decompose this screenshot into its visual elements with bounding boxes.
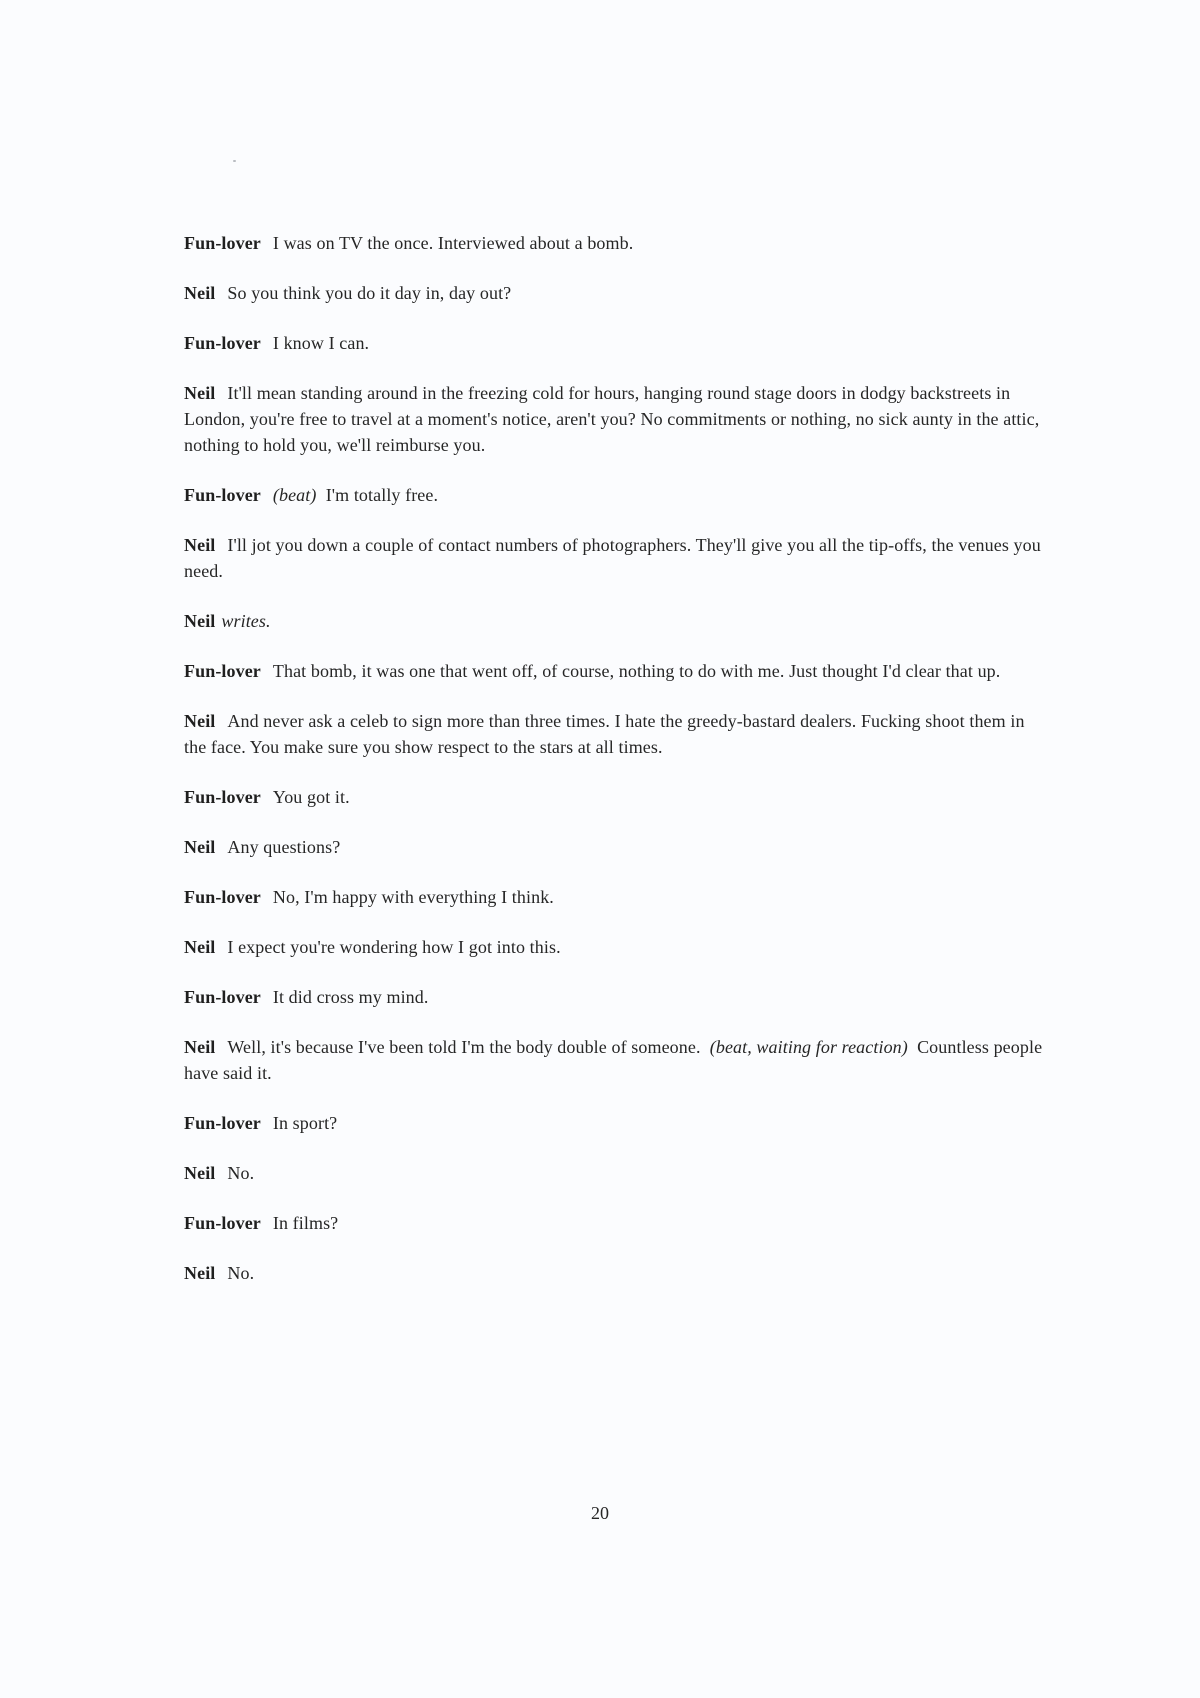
dialogue-line — [184, 834, 1044, 860]
dialogue-text: I was on TV the once. Interviewed about a bomb. — [272, 233, 634, 253]
dialogue-line — [184, 1210, 1044, 1236]
dialogue-line — [184, 482, 1044, 508]
dialogue-line — [184, 1110, 1044, 1136]
speaker-name: Fun-lover — [184, 1213, 261, 1233]
stage-direction: (beat) — [272, 485, 317, 505]
dialogue-text: I'm totally free. — [325, 485, 439, 505]
speaker-name: Neil — [184, 837, 216, 857]
dialogue-line — [184, 1034, 1044, 1086]
script-body — [184, 230, 1044, 1310]
dialogue-text: I expect you're wondering how I got into this. — [227, 937, 561, 957]
dialogue-text: So you think you do it day in, day out? — [227, 283, 512, 303]
speaker-name: Neil — [184, 937, 216, 957]
speaker-name: Neil — [184, 1263, 216, 1283]
dialogue-line — [184, 658, 1044, 684]
dialogue-text: I'll jot you down a couple of contact numbers of photographers. They'll give you all the tip-offs, the venues you need. — [184, 535, 1041, 581]
stage-direction: writes. — [221, 611, 271, 631]
dialogue-line — [184, 532, 1044, 584]
dialogue-text: In sport? — [272, 1113, 338, 1133]
speaker-name: Neil — [184, 1037, 216, 1057]
dialogue-text: I know I can. — [272, 333, 370, 353]
speaker-name: Neil — [184, 535, 216, 555]
dialogue-line — [184, 984, 1044, 1010]
dialogue-text: No. — [227, 1163, 255, 1183]
dialogue-text: In films? — [272, 1213, 339, 1233]
speaker-name: Fun-lover — [184, 661, 261, 681]
dialogue-line — [184, 934, 1044, 960]
dialogue-text: You got it. — [272, 787, 350, 807]
speaker-name: Neil — [184, 711, 216, 731]
paper-speck — [233, 160, 236, 162]
dialogue-line — [184, 708, 1044, 760]
page-number: 20 — [591, 1503, 609, 1523]
speaker-name: Fun-lover — [184, 333, 261, 353]
dialogue-line — [184, 380, 1044, 458]
dialogue-text: Well, it's because I've been told I'm the body double of someone. — [227, 1037, 701, 1057]
speaker-name: Neil — [184, 1163, 216, 1183]
dialogue-line — [184, 1260, 1044, 1286]
dialogue-line — [184, 230, 1044, 256]
speaker-name: Fun-lover — [184, 887, 261, 907]
speaker-name: Fun-lover — [184, 485, 261, 505]
stage-direction: (beat, waiting for reaction) — [709, 1037, 908, 1057]
dialogue-line — [184, 1160, 1044, 1186]
speaker-name: Fun-lover — [184, 233, 261, 253]
dialogue-text: No, I'm happy with everything I think. — [272, 887, 554, 907]
dialogue-text-continued: Countless people have said it. — [184, 1037, 1043, 1083]
dialogue-text: No. — [227, 1263, 255, 1283]
speaker-name: Neil — [184, 283, 216, 303]
dialogue-line — [184, 330, 1044, 356]
speaker-name: Neil — [184, 383, 216, 403]
dialogue-text: Any questions? — [227, 837, 341, 857]
dialogue-line — [184, 280, 1044, 306]
dialogue-line — [184, 784, 1044, 810]
speaker-name: Fun-lover — [184, 1113, 261, 1133]
speaker-name: Fun-lover — [184, 787, 261, 807]
speaker-name: Fun-lover — [184, 987, 261, 1007]
dialogue-text: That bomb, it was one that went off, of course, nothing to do with me. Just thought I'd clear that up. — [272, 661, 1001, 681]
dialogue-text: It did cross my mind. — [272, 987, 429, 1007]
dialogue-text: It'll mean standing around in the freezing cold for hours, hanging round stage doors in dodgy backstreets in London, you're free to travel at a moment's notice, aren't you? No commitments or nothing, no sick aunty in the attic, nothing to hold you, we'll reimburse you. — [184, 383, 1040, 455]
dialogue-text: And never ask a celeb to sign more than three times. I hate the greedy-bastard dealers. Fucking shoot them in the face. You make sure you show respect to the stars at all times. — [184, 711, 1025, 757]
action-line — [184, 608, 1044, 634]
speaker-name: Neil — [184, 611, 216, 631]
dialogue-line — [184, 884, 1044, 910]
